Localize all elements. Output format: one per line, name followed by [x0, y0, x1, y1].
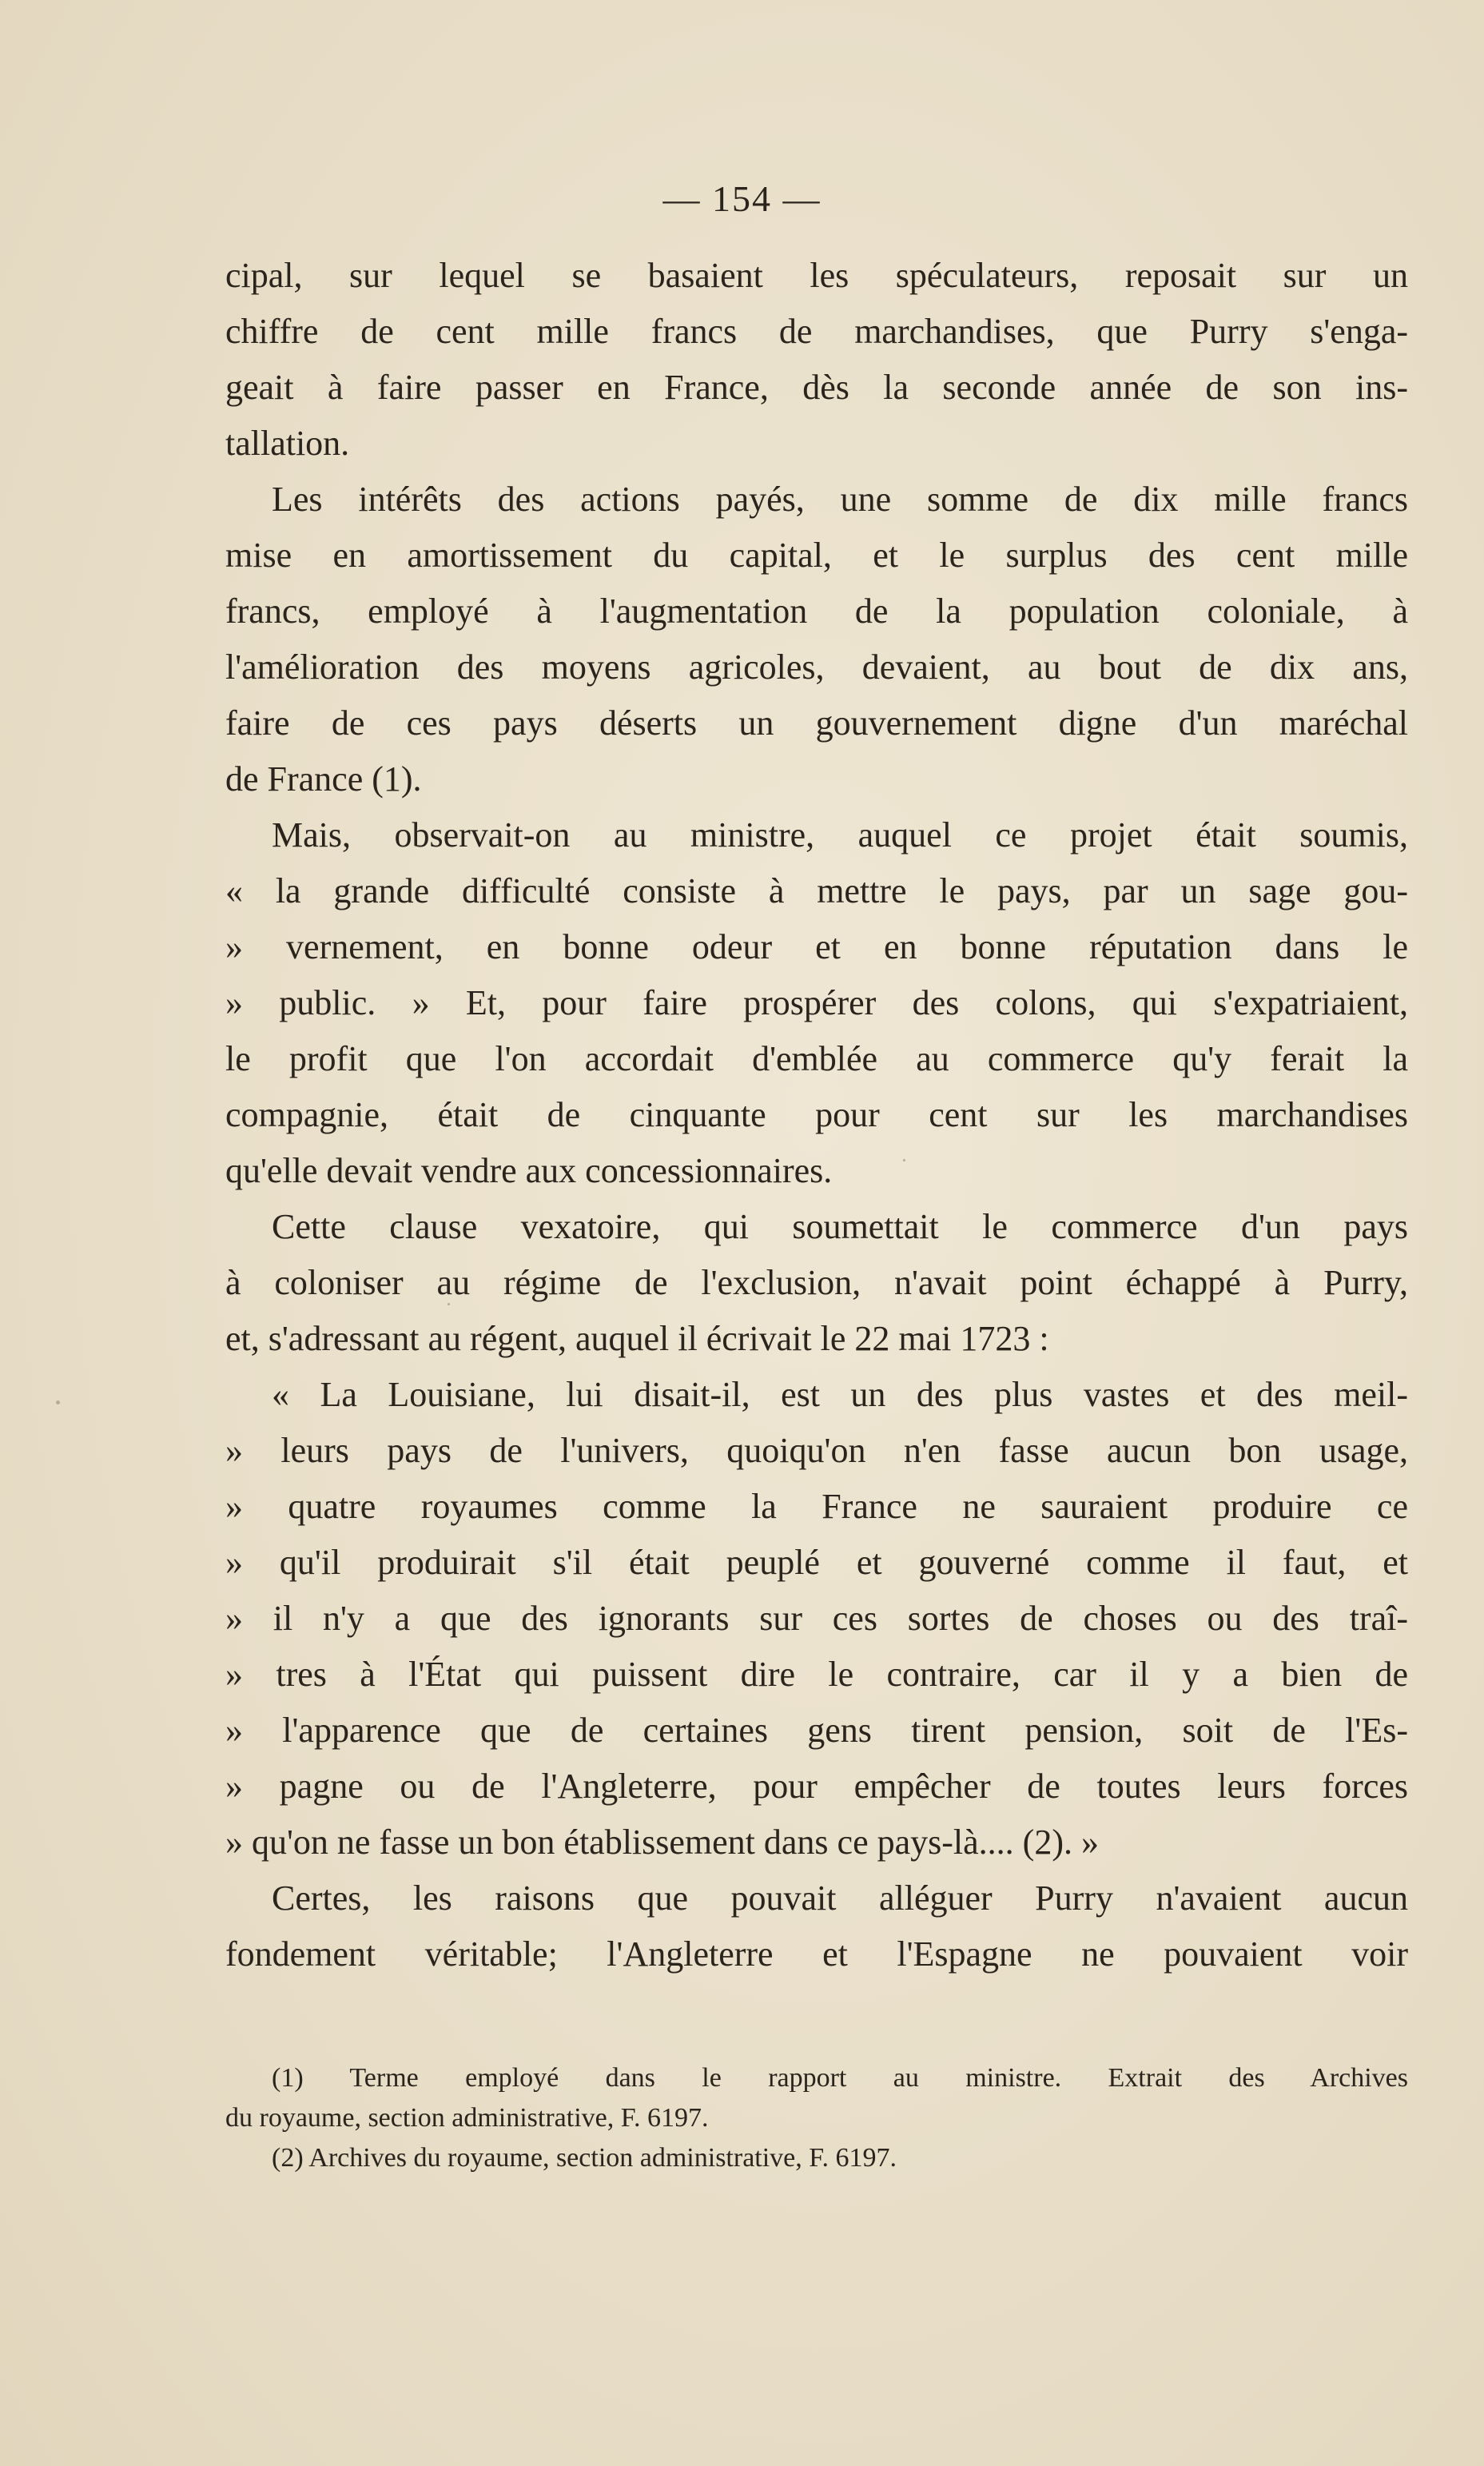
text-line: » vernement, en bonne odeur et en bonne réputation dans le — [225, 927, 1408, 966]
text-line: qu'elle devait vendre aux concessionnaires. — [225, 1151, 833, 1190]
text-line: mise en amortissement du capital, et le surplus des cent mille — [225, 536, 1408, 575]
footnote-line: (2) Archives du royaume, section administrative, F. 6197. — [272, 2143, 897, 2173]
text-line: » tres à l'État qui puissent dire le contraire, car il y a bien de — [225, 1655, 1408, 1694]
text-line: « La Louisiane, lui disait-il, est un des plus vastes et des meil- — [272, 1375, 1408, 1414]
text-line: le profit que l'on accordait d'emblée au commerce qu'y ferait la — [225, 1039, 1408, 1078]
footnotes — [225, 2058, 1408, 2178]
text-line: tallation. — [225, 424, 350, 463]
body-text — [225, 248, 1408, 1982]
text-line: » public. » Et, pour faire prospérer des colons, qui s'expatriaient, — [225, 983, 1408, 1022]
text-line: Mais, observait-on au ministre, auquel ce projet était soumis, — [272, 815, 1408, 855]
text-line: » pagne ou de l'Angleterre, pour empêcher de toutes leurs forces — [225, 1767, 1408, 1806]
text-line: à coloniser au régime de l'exclusion, n'avait point échappé à Purry, — [225, 1263, 1408, 1302]
paper-speck — [448, 1303, 450, 1305]
footnote-line: (1) Terme employé dans le rapport au ministre. Extrait des Archives — [272, 2063, 1408, 2093]
text-line: » l'apparence que de certaines gens tirent pension, soit de l'Es- — [225, 1711, 1408, 1750]
page-number: — 154 — — [662, 178, 822, 219]
text-line: » il n'y a que des ignorants sur ces sortes de choses ou des traî- — [225, 1599, 1408, 1638]
text-line: Cette clause vexatoire, qui soumettait le commerce d'un pays — [272, 1207, 1408, 1246]
text-line: francs, employé à l'augmentation de la population coloniale, à — [225, 592, 1408, 631]
text-line: « la grande difficulté consiste à mettre le pays, par un sage gou- — [225, 871, 1408, 910]
paper-speck — [56, 1400, 60, 1404]
text-line: » leurs pays de l'univers, quoiqu'on n'en fasse aucun bon usage, — [225, 1431, 1408, 1470]
text-line: faire de ces pays déserts un gouvernement digne d'un maréchal — [225, 703, 1408, 743]
text-line: Les intérêts des actions payés, une somme de dix mille francs — [272, 480, 1408, 519]
text-line: geait à faire passer en France, dès la seconde année de son ins- — [225, 368, 1408, 407]
text-line: » quatre royaumes comme la France ne sauraient produire ce — [225, 1487, 1408, 1526]
text-line: chiffre de cent mille francs de marchandises, que Purry s'enga- — [225, 312, 1408, 351]
footnote-line: du royaume, section administrative, F. 6197. — [225, 2103, 709, 2133]
text-line: fondement véritable; l'Angleterre et l'Espagne ne pouvaient voir — [225, 1934, 1408, 1974]
text-line: et, s'adressant au régent, auquel il écrivait le 22 mai 1723 : — [225, 1319, 1049, 1358]
text-line: Certes, les raisons que pouvait alléguer Purry n'avaient aucun — [272, 1878, 1408, 1918]
text-line: cipal, sur lequel se basaient les spéculateurs, reposait sur un — [225, 256, 1408, 295]
text-line: » qu'il produirait s'il était peuplé et gouverné comme il faut, et — [225, 1543, 1408, 1582]
paper-speck — [903, 1159, 905, 1161]
text-line: » qu'on ne fasse un bon établissement dans ce pays-là.... (2). » — [225, 1823, 1099, 1862]
text-line: l'amélioration des moyens agricoles, devaient, au bout de dix ans, — [225, 647, 1408, 687]
text-line: de France (1). — [225, 759, 422, 799]
text-line: compagnie, était de cinquante pour cent sur les marchandises — [225, 1095, 1408, 1134]
